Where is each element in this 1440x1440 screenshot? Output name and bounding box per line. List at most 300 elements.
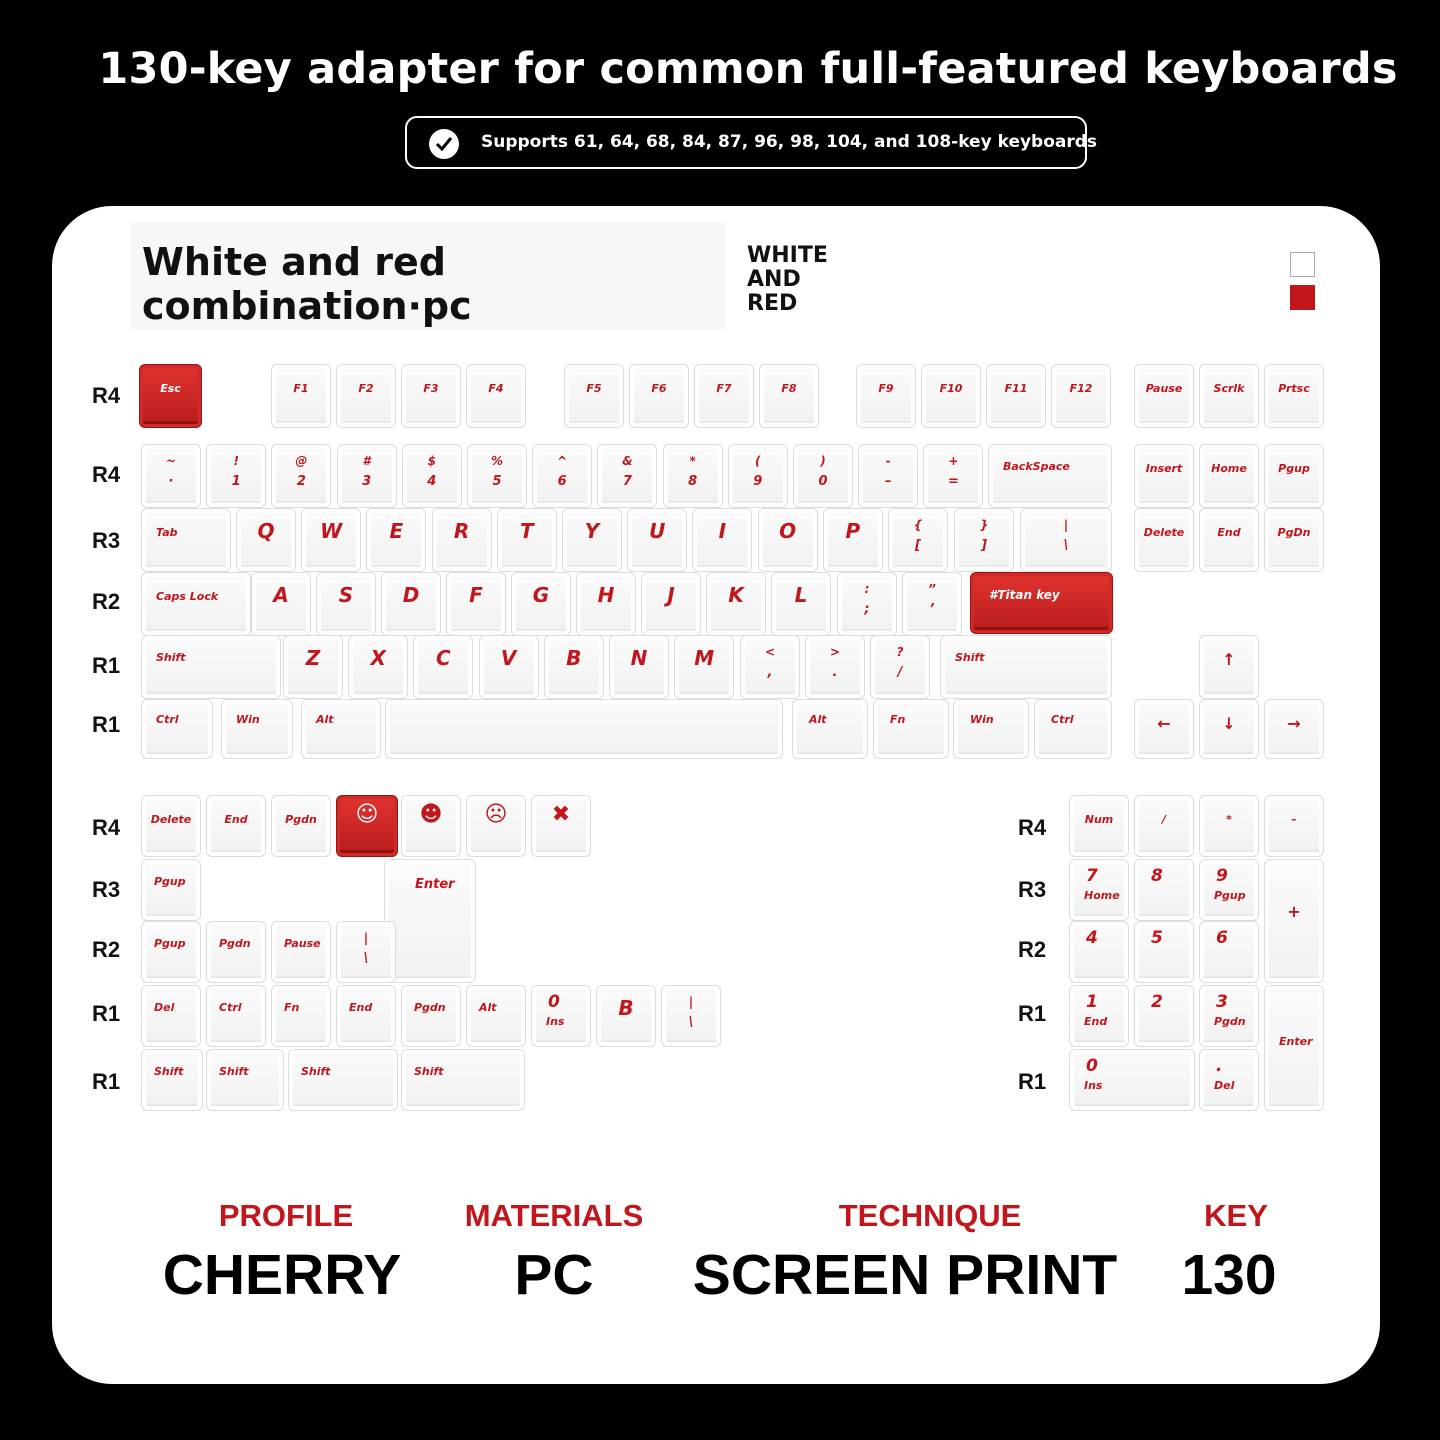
arrow-up-key (1199, 635, 1259, 699)
key-number-2 (271, 444, 331, 508)
key-number-8-label: * (689, 454, 696, 468)
key-extra-shift-3 (401, 1049, 525, 1111)
numpad-r1-2 (1199, 985, 1259, 1047)
esc-key (139, 364, 202, 428)
numpad-0-label: 0 (1086, 1056, 1098, 1076)
key-asym-1-label: ’ (929, 602, 935, 617)
key-f2 (336, 364, 396, 428)
row-label: R4 (92, 383, 121, 408)
key-f2-label: F2 (358, 382, 374, 395)
key-number-2-label: 2 (296, 474, 306, 489)
key-nav2-2 (1264, 508, 1324, 572)
key-number-0-label: · (168, 474, 174, 489)
key-number-5-label: 5 (492, 474, 502, 489)
numpad-r3-1-label: 8 (1151, 866, 1163, 886)
key-extra-b (596, 985, 656, 1047)
key-qsym-1-label: } (979, 518, 989, 532)
key-asym-0-label: : (864, 582, 870, 596)
grin-face-key (401, 795, 461, 857)
key-number-0 (141, 444, 201, 508)
row-label: R1 (1018, 1001, 1047, 1026)
numpad-plus-label: + (1287, 902, 1301, 921)
key-f1-label: F1 (293, 382, 309, 395)
numpad-r1-1-label: 2 (1151, 992, 1163, 1012)
spec-label-profile: PROFILE (218, 1198, 354, 1233)
key-u-label: U (649, 519, 666, 543)
key-z (283, 635, 343, 699)
key-p-label: P (845, 519, 861, 543)
key-c (413, 635, 473, 699)
key-f5-label: F5 (586, 382, 602, 395)
key-br-1-label: Fn (890, 713, 906, 726)
key-extra-ins-label: 0 (548, 992, 560, 1012)
key-number-7 (597, 444, 657, 508)
key-scrlk (1199, 364, 1259, 428)
key-scrlk-label: Scrlk (1213, 382, 1245, 395)
product-title-line-2: combination·pc (142, 284, 472, 328)
esc-key-label: Esc (160, 382, 181, 395)
key-d-label: D (402, 583, 420, 607)
key-number-5 (467, 444, 527, 508)
spec-label-technique: TECHNIQUE (838, 1198, 1022, 1233)
key-extra-r1-1-label: Ctrl (219, 1001, 242, 1014)
support-badge (405, 116, 1098, 169)
key-k (706, 572, 766, 636)
row-label: R2 (92, 937, 121, 962)
key-extra-r1-4-label: Pgdn (414, 1001, 446, 1014)
key-extra-r2-2-label: Pause (284, 937, 321, 950)
key-extra-r2-1 (206, 921, 266, 983)
key-zsym-0-label: , (767, 665, 773, 680)
key-p (823, 508, 883, 572)
key-extra-r4-1-label: End (224, 813, 248, 826)
key-y-label: Y (584, 519, 600, 543)
key-number-6-label: ^ (557, 454, 568, 468)
key-extra-r1-0 (141, 985, 201, 1047)
key-extra-r4-2 (271, 795, 331, 857)
row-label: R3 (92, 877, 121, 902)
key-zsym-2-label: / (897, 665, 903, 680)
arrow-up-key-label: ↑ (1222, 650, 1236, 669)
key-br-0 (792, 699, 868, 759)
key-asym-1 (902, 572, 962, 636)
key-extra-r1-2 (271, 985, 331, 1047)
key-extra-r1-4 (401, 985, 461, 1047)
key-br-2-label: Win (970, 713, 994, 726)
tab-key-label: Tab (156, 526, 178, 539)
arrow-down-key-label: ↓ (1222, 714, 1236, 733)
color-tag-line-3: RED (747, 291, 798, 316)
row-label: R2 (1018, 937, 1047, 962)
key-number-11 (858, 444, 918, 508)
key-b (544, 635, 604, 699)
key-x (348, 635, 408, 699)
numpad-r2-1-label: 5 (1151, 928, 1163, 948)
numpad-r3-2-label: 9 (1216, 866, 1228, 886)
key-extra-shift-1 (206, 1049, 284, 1111)
key-g-label: G (532, 583, 550, 607)
key-f11-label: F11 (1004, 382, 1028, 395)
tongue-face-icon: ☹ (484, 802, 508, 827)
key-extra-shift-2 (288, 1049, 398, 1111)
key-extra-shift-3-label: Shift (414, 1065, 444, 1078)
key-f3 (401, 364, 461, 428)
numpad-dot (1199, 1049, 1259, 1111)
key-f7 (694, 364, 754, 428)
key-i-label: I (718, 519, 727, 543)
key-qsym-0 (888, 508, 948, 572)
arrow-left-key (1134, 699, 1194, 759)
backspace-key (988, 444, 1112, 508)
key-number-10 (793, 444, 853, 508)
key-extra-enter (384, 859, 476, 983)
caps-lock-key (141, 572, 251, 636)
key-extra-r2-pipe (336, 921, 396, 983)
numpad-0 (1069, 1049, 1195, 1111)
left-shift-key (141, 635, 281, 699)
key-number-4-label: $ (427, 454, 436, 468)
key-nav2-1-label: End (1217, 526, 1241, 539)
numpad-r2-0 (1069, 921, 1129, 983)
backspace-key-label: BackSpace (1003, 460, 1070, 473)
key-extra-ins (531, 985, 591, 1047)
key-extra-r1-2-label: Fn (284, 1001, 300, 1014)
numpad-dot-label: Del (1214, 1079, 1235, 1092)
key-zsym-2 (870, 635, 930, 699)
key-n-label: N (630, 646, 648, 670)
grin-face-icon: ☻ (419, 802, 443, 827)
key-w-label: W (320, 519, 343, 543)
numpad-r4-1-label: / (1161, 813, 1167, 826)
key-extra-r4-1 (206, 795, 266, 857)
red-swatch (1290, 285, 1315, 310)
numpad-r1-2-label: Pgdn (1214, 1015, 1246, 1028)
key-nav2-0-label: Delete (1143, 526, 1185, 539)
key-number-9-label: 9 (753, 474, 763, 489)
key-number-2-label: @ (295, 454, 308, 468)
right-shift-key-label: Shift (955, 651, 985, 664)
key-bl-2 (301, 699, 381, 759)
key-extra-shift-0 (141, 1049, 203, 1111)
row-label: R4 (1018, 815, 1047, 840)
key-number-1-label: 1 (231, 474, 241, 489)
numpad-r3-0-label: Home (1084, 889, 1120, 902)
key-qsym-2-label: \ (1063, 538, 1069, 553)
key-j-label: J (667, 583, 675, 607)
key-zsym-0-label: < (764, 645, 776, 659)
key-bl-0 (141, 699, 213, 759)
numpad-dot-label: . (1216, 1056, 1223, 1076)
key-extra-r1-3 (336, 985, 396, 1047)
key-extra-r2-0-label: Pgup (154, 937, 186, 950)
key-s-label: S (338, 583, 354, 607)
row-label: R1 (92, 653, 121, 678)
key-bl-1 (221, 699, 293, 759)
key-extra-r2-0 (141, 921, 201, 983)
key-extra-shift-1-label: Shift (219, 1065, 249, 1078)
key-qsym-0-label: [ (915, 538, 921, 553)
key-r-label: R (453, 519, 470, 543)
key-f10 (921, 364, 981, 428)
key-nav1-0-label: Insert (1145, 462, 1183, 475)
key-pause-label: Pause (1145, 382, 1183, 395)
key-number-8 (663, 444, 723, 508)
numpad-r4-1 (1134, 795, 1194, 857)
arrow-right-key (1264, 699, 1324, 759)
key-r (432, 508, 492, 572)
key-c-label: C (436, 646, 451, 670)
key-number-3-label: # (362, 454, 371, 468)
smile-face-key (336, 795, 398, 857)
key-a-label: A (273, 583, 289, 607)
key-extra-pipe (661, 985, 721, 1047)
headline: 130-key adapter for common full-featured keyboards (98, 44, 1398, 94)
numpad-r3-1 (1134, 859, 1194, 921)
key-i (692, 508, 752, 572)
row-label: R3 (1018, 877, 1047, 902)
key-f3-label: F3 (423, 382, 439, 395)
color-tag (747, 244, 828, 316)
key-f10-label: F10 (939, 382, 963, 395)
key-s (316, 572, 376, 636)
key-f11 (986, 364, 1046, 428)
key-number-8-label: 8 (688, 474, 698, 489)
row-label: R1 (1018, 1069, 1047, 1094)
key-m-label: M (694, 646, 715, 670)
key-number-5-label: % (490, 454, 504, 468)
key-number-11-label: – (884, 474, 892, 489)
numpad-r3-2 (1199, 859, 1259, 921)
numpad-r4-3-label: – (1291, 813, 1297, 826)
key-number-4-label: 4 (427, 474, 437, 489)
key-pause (1134, 364, 1194, 428)
key-f9 (856, 364, 916, 428)
key-qsym-1 (954, 508, 1014, 572)
color-tag-line-2: AND (747, 267, 801, 292)
key-number-3-label: 3 (362, 474, 372, 489)
key-number-6 (532, 444, 592, 508)
key-extra-b-label: B (618, 996, 634, 1020)
key-extra-r4-2-label: Pgdn (285, 813, 317, 826)
key-extra-pgup (141, 859, 201, 921)
key-zsym-0 (740, 635, 800, 699)
numpad-plus (1264, 859, 1324, 983)
key-nav1-2-label: Pgup (1278, 462, 1310, 475)
key-zsym-1-label: > (829, 645, 841, 659)
numpad-enter-label: Enter (1279, 1035, 1313, 1048)
key-extra-r2-2 (271, 921, 331, 983)
key-f9-label: F9 (878, 382, 894, 395)
key-extra-enter-label: Enter (415, 877, 455, 892)
key-nav2-1 (1199, 508, 1259, 572)
key-f6 (629, 364, 689, 428)
key-number-10-label: 0 (818, 474, 828, 489)
key-nav1-1-label: Home (1211, 462, 1247, 475)
spec-value-materials: PC (514, 1243, 594, 1307)
numpad-r4-0 (1069, 795, 1129, 857)
key-j (641, 572, 701, 636)
row-label: R4 (92, 462, 121, 487)
key-q (236, 508, 296, 572)
product-title (142, 240, 472, 328)
key-h-label: H (597, 583, 615, 607)
key-n (609, 635, 669, 699)
arrow-left-key-label: ← (1157, 714, 1171, 733)
key-qsym-0-label: { (913, 518, 923, 532)
key-extra-pipe-label: | (688, 995, 694, 1009)
row-label: R1 (92, 712, 121, 737)
key-number-3 (337, 444, 397, 508)
key-extra-pgup-label: Pgup (154, 875, 186, 888)
numpad-r1-2-label: 3 (1216, 992, 1228, 1012)
tab-key (141, 508, 231, 572)
key-x-label: X (370, 646, 386, 670)
numpad-r1-0 (1069, 985, 1129, 1047)
key-d (381, 572, 441, 636)
key-br-0-label: Alt (809, 713, 827, 726)
key-extra-r1-3-label: End (349, 1001, 373, 1014)
key-qsym-2 (1020, 508, 1112, 572)
titan-key-label: #Titan key (989, 588, 1060, 602)
key-br-3-label: Ctrl (1051, 713, 1074, 726)
key-f (446, 572, 506, 636)
key-bl-2-label: Alt (316, 713, 334, 726)
key-t-label: T (519, 519, 534, 543)
numpad-r2-2 (1199, 921, 1259, 983)
smile-face-icon: ☺ (355, 802, 379, 827)
dead-face-icon: ✖ (551, 802, 571, 827)
key-q-label: Q (257, 519, 275, 543)
key-br-3 (1034, 699, 1112, 759)
key-number-6-label: 6 (557, 474, 567, 489)
key-extra-r1-5 (466, 985, 526, 1047)
tongue-face-key (466, 795, 526, 857)
numpad-0-label: Ins (1084, 1079, 1103, 1092)
key-f5 (564, 364, 624, 428)
key-f1 (271, 364, 331, 428)
key-number-4 (402, 444, 462, 508)
support-text: Supports 61, 64, 68, 84, 87, 96, 98, 104, and 108-key keyboards (481, 132, 1098, 152)
key-v-label: V (500, 646, 517, 670)
key-b-label: B (566, 646, 582, 670)
key-extra-r1-5-label: Alt (479, 1001, 497, 1014)
numpad-r3-2-label: Pgup (1214, 889, 1246, 902)
numpad-r1-0-label: End (1084, 1015, 1108, 1028)
row-label: R1 (92, 1069, 121, 1094)
key-e (366, 508, 426, 572)
key-number-0-label: ~ (165, 454, 177, 468)
key-zsym-2-label: ? (896, 645, 904, 659)
key-l (771, 572, 831, 636)
key-number-9 (728, 444, 788, 508)
key-extra-r1-0-label: Del (154, 1001, 175, 1014)
numpad-r2-0-label: 4 (1086, 928, 1098, 948)
key-prtsc (1264, 364, 1324, 428)
product-title-line-1: White and red (142, 240, 446, 284)
key-nav1-2 (1264, 444, 1324, 508)
key-zsym-1-label: . (832, 665, 838, 680)
key-g (511, 572, 571, 636)
numpad-r3-0-label: 7 (1086, 866, 1098, 886)
numpad-r4-3 (1264, 795, 1324, 857)
key-f-label: F (469, 583, 483, 607)
key-f8 (759, 364, 819, 428)
key-y (562, 508, 622, 572)
right-shift-key (940, 635, 1112, 699)
key-nav1-1 (1199, 444, 1259, 508)
key-extra-pipe-label: \ (688, 1015, 694, 1030)
key-number-1 (206, 444, 266, 508)
key-extra-r2-pipe-label: \ (363, 951, 369, 966)
key-nav2-0 (1134, 508, 1194, 572)
key-number-12-label: + (948, 454, 959, 468)
key-asym-1-label: ” (928, 582, 936, 596)
left-shift-key-label: Shift (156, 651, 186, 664)
key-f6-label: F6 (651, 382, 667, 395)
caps-lock-key-label: Caps Lock (156, 590, 219, 603)
row-label: R2 (92, 589, 121, 614)
key-br-2 (953, 699, 1029, 759)
key-bl-0-label: Ctrl (156, 713, 179, 726)
key-extra-r4-0-label: Delete (150, 813, 192, 826)
key-number-12 (923, 444, 983, 508)
key-zsym-1 (805, 635, 865, 699)
key-h (576, 572, 636, 636)
check-icon (429, 129, 459, 159)
key-f12 (1051, 364, 1111, 428)
key-number-10-label: ) (820, 454, 826, 468)
row-label: R4 (92, 815, 121, 840)
key-f8-label: F8 (781, 382, 797, 395)
key-extra-shift-2-label: Shift (301, 1065, 331, 1078)
numpad-r2-1 (1134, 921, 1194, 983)
key-extra-ins-label: Ins (546, 1015, 565, 1028)
key-prtsc-label: Prtsc (1278, 382, 1310, 395)
key-extra-r2-pipe-label: | (363, 931, 369, 945)
key-v (479, 635, 539, 699)
key-asym-0 (837, 572, 897, 636)
key-e-label: E (389, 519, 404, 543)
key-asym-0-label: ; (864, 602, 870, 617)
key-qsym-2-label: | (1063, 518, 1069, 532)
arrow-down-key (1199, 699, 1259, 759)
key-extra-r1-1 (206, 985, 266, 1047)
numpad-r3-0 (1069, 859, 1129, 921)
key-number-9-label: ( (755, 454, 761, 468)
white-swatch (1290, 252, 1315, 277)
key-extra-r2-1-label: Pgdn (219, 937, 251, 950)
key-u (627, 508, 687, 572)
key-nav2-2-label: PgDn (1277, 526, 1311, 539)
dead-face-key (531, 795, 591, 857)
key-w (301, 508, 361, 572)
key-l-label: L (794, 583, 808, 607)
key-o-label: O (779, 519, 797, 543)
numpad-enter (1264, 985, 1324, 1111)
spec-label-materials: MATERIALS (464, 1198, 644, 1233)
numpad-r2-2-label: 6 (1216, 928, 1228, 948)
row-label: R3 (92, 528, 121, 553)
numpad-r1-0-label: 1 (1086, 992, 1098, 1012)
arrow-right-key-label: → (1287, 714, 1301, 733)
key-k-label: K (728, 583, 744, 607)
key-a (251, 572, 311, 636)
key-f12-label: F12 (1069, 382, 1093, 395)
spec-value-profile: CHERRY (162, 1243, 402, 1307)
key-number-12-label: = (947, 474, 959, 489)
key-f4-label: F4 (488, 382, 504, 395)
numpad-r4-2-label: * (1226, 813, 1232, 826)
